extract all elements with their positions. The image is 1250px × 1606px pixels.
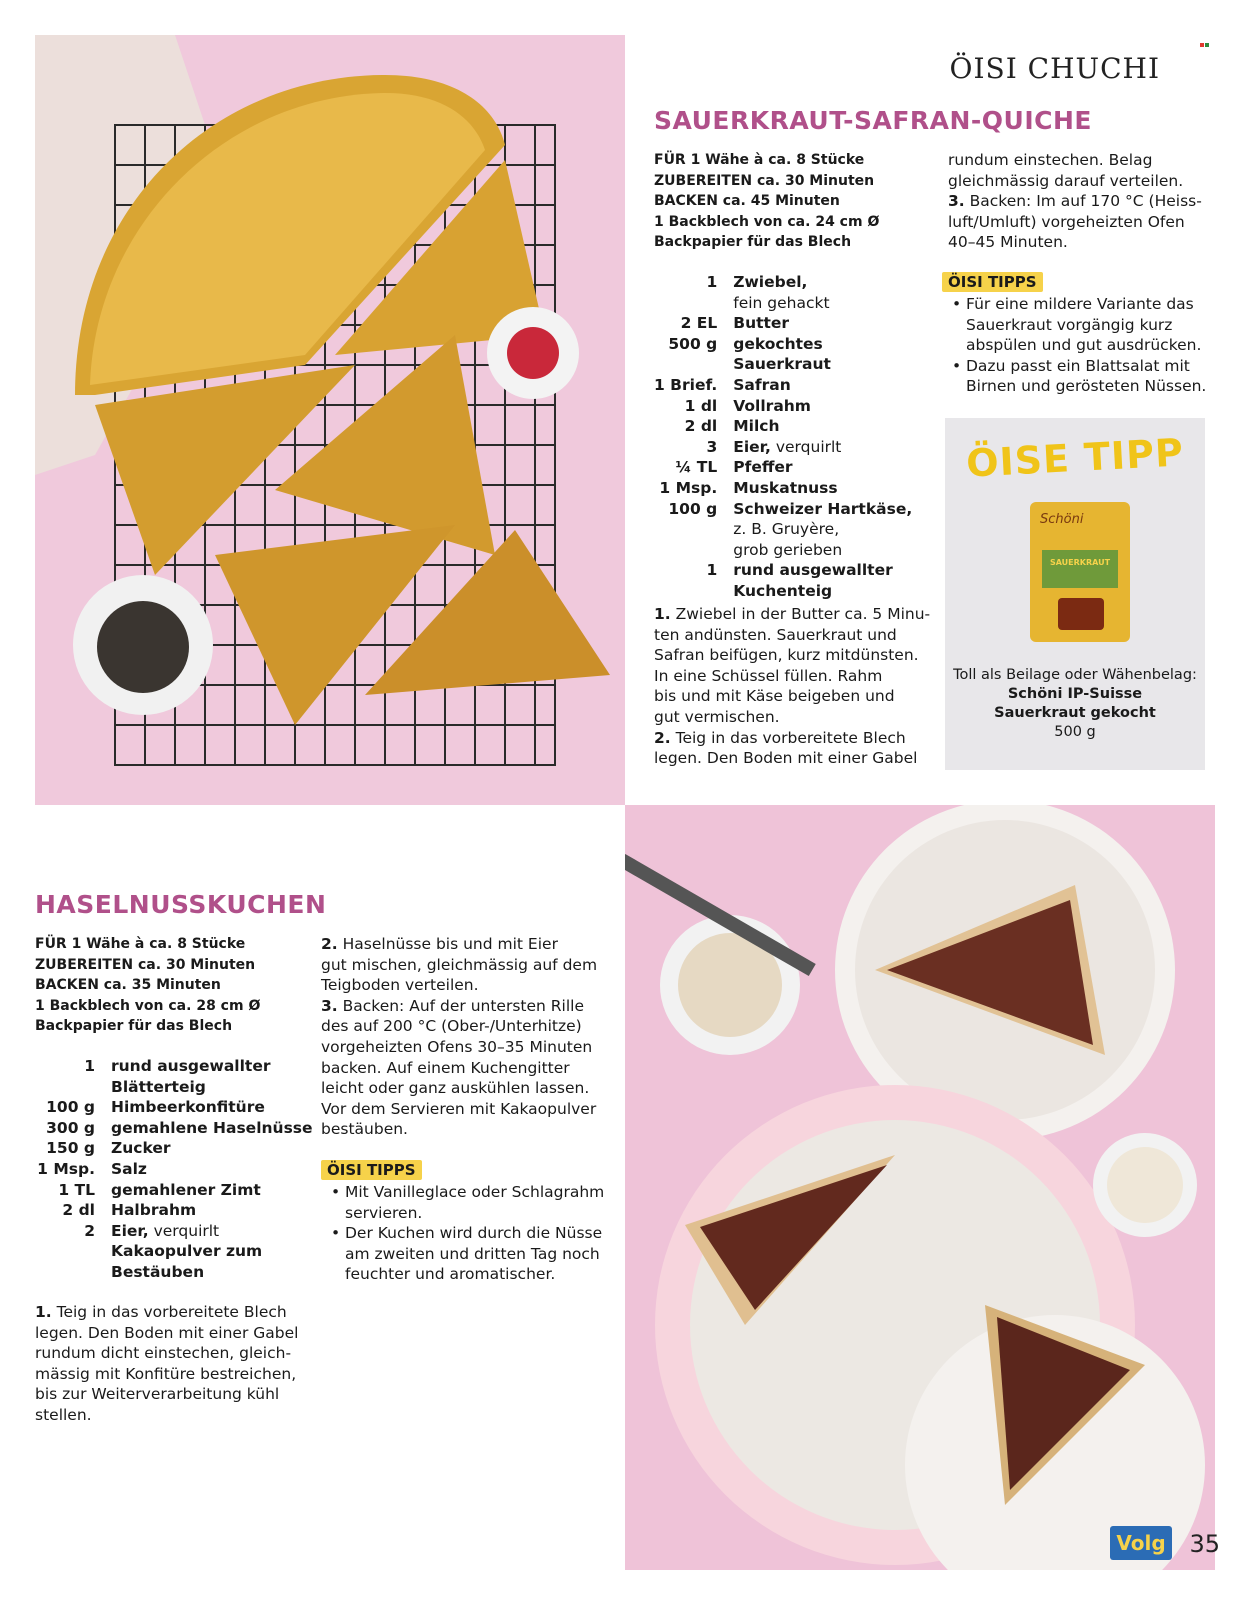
ingredient-row <box>35 1097 313 1118</box>
quiche-photo <box>35 35 625 805</box>
ingredient-name: Salz <box>111 1159 147 1178</box>
step-line: legen. Den Boden mit einer Gabel <box>35 1323 299 1342</box>
cake-tips <box>321 1160 611 1285</box>
step-line: rundum dicht einstechen, gleich- <box>35 1344 292 1363</box>
ingredient-qty: 1 Brief. <box>654 375 718 394</box>
ingredient-name: Blätterteig <box>111 1077 206 1096</box>
ingredient-qty: ¼ TL <box>675 458 718 477</box>
ingredient-name: rund ausgewallter <box>733 561 893 580</box>
step-line: legen. Den Boden mit einer Gabel <box>654 749 918 768</box>
tip-item: • Mit Vanilleglace oder Schlagrahm servieren. <box>345 1182 611 1223</box>
ingredient-row <box>654 499 924 520</box>
ingredient-row <box>654 581 924 602</box>
step-line: luft/Umluft) vorgeheizten Ofen <box>948 212 1185 231</box>
ingredient-qty <box>35 1241 111 1262</box>
step-line: stellen. <box>35 1405 92 1424</box>
package-label <box>1042 550 1118 588</box>
step-line: In eine Schüssel füllen. Rahm <box>654 666 883 685</box>
cake-meta-prep: ZUBEREITEN ca. 30 Minuten <box>35 956 256 973</box>
cake-meta <box>35 934 260 1037</box>
ingredient-qty: 1 Msp. <box>37 1159 95 1178</box>
ingredient-name: gekochtes Sauerkraut <box>733 334 831 374</box>
product-tip-text: Toll als Beilage oder Wähenbelag: Schöni IP-Suisse Sauerkraut gekocht 500 g <box>953 667 1197 740</box>
ingredient-row <box>654 540 924 561</box>
brand-corner-icon <box>1200 32 1210 40</box>
ingredient-row <box>35 1077 313 1098</box>
ingredient-row <box>654 560 924 581</box>
package-label-text: SAUERKRAUT <box>1049 558 1111 567</box>
step-line: Teigboden verteilen. <box>321 976 479 995</box>
quiche-meta-paper: Backpapier für das Blech <box>654 234 852 251</box>
step-line: Vor dem Servieren mit Kakaopulver <box>321 1099 597 1118</box>
step-line: bis zur Weiterverarbeitung kühl <box>35 1385 280 1404</box>
ingredient-name: fein gehackt <box>733 293 830 312</box>
ingredient-name: Vollrahm <box>733 396 811 415</box>
product-tip-headline: ÖISE TIPP <box>965 430 1185 486</box>
ingredient-row <box>35 1241 313 1262</box>
ingredient-row <box>654 313 924 334</box>
ingredient-name: Muskatnuss <box>733 478 838 497</box>
cake-step-1 <box>35 1302 315 1426</box>
ingredient-qty: 1 Msp. <box>659 478 718 497</box>
ingredient-name: Halbrahm <box>111 1201 197 1220</box>
step-line: ten andünsten. Sauerkraut und <box>654 625 897 644</box>
ingredient-row <box>654 457 924 478</box>
ingredient-row <box>35 1118 313 1139</box>
quiche-meta-servings: FÜR 1 Wähe à ca. 8 Stücke <box>654 152 865 168</box>
ingredient-row <box>654 437 924 458</box>
ingredient-row <box>35 1200 313 1221</box>
step-line: rundum einstechen. Belag <box>948 151 1153 169</box>
ingredient-qty: 1 <box>706 273 718 291</box>
brand-logo: Volg <box>1110 1526 1172 1560</box>
ingredient-row <box>35 1138 313 1159</box>
step-line: 1. Zwiebel in der Butter ca. 5 Minu- <box>654 605 931 623</box>
package-brand: Schöni <box>1040 512 1084 527</box>
step-line: 2. Teig in das vorbereitete Blech <box>654 728 906 747</box>
ingredient-row <box>654 519 924 540</box>
step-line: des auf 200 °C (Ober-/Unterhitze) <box>321 1017 582 1036</box>
quiche-meta-prep: ZUBEREITEN ca. 30 Minuten <box>654 172 875 189</box>
tip-item: • Der Kuchen wird durch die Nüsse am zweiten und dritten Tag noch feuchter und aromatischer. <box>345 1223 611 1285</box>
ingredient-row <box>654 293 924 314</box>
ingredient-row <box>35 1262 313 1283</box>
ingredient-qty: 300 g <box>46 1118 95 1137</box>
step-line: backen. Auf einem Kuchengitter <box>321 1058 570 1077</box>
ingredient-qty <box>35 1262 111 1283</box>
product-tip-box <box>945 418 1205 770</box>
ingredient-qty: 2 dl <box>62 1201 95 1220</box>
ingredient-qty: 2 <box>84 1221 95 1240</box>
ingredient-row <box>35 1180 313 1201</box>
cake-meta-paper: Backpapier für das Blech <box>35 1018 233 1035</box>
step-line: gut mischen, gleichmässig auf dem <box>321 955 598 974</box>
ingredient-row <box>35 1159 313 1180</box>
tips-label: ÖISI TIPPS <box>942 272 1043 292</box>
ingredient-name: grob gerieben <box>733 540 843 559</box>
ingredient-row <box>654 272 924 293</box>
cake-meta-bake: BACKEN ca. 35 Minuten <box>35 977 221 994</box>
ingredient-name: Schweizer Hartkäse, <box>733 499 913 518</box>
product-package-image <box>1030 502 1130 642</box>
step-line: 2. Haselnüsse bis und mit Eier <box>321 935 558 953</box>
ingredient-name: rund ausgewallter <box>111 1057 271 1075</box>
step-line: bis und mit Käse beigeben und <box>654 687 895 706</box>
quiche-meta <box>654 150 879 253</box>
ingredient-qty <box>654 540 733 561</box>
ingredient-qty <box>654 519 733 540</box>
ingredient-row <box>35 1056 313 1077</box>
cake-steps-col2 <box>321 934 611 1140</box>
ingredient-name: gemahlene Haselnüsse <box>111 1118 313 1137</box>
ingredient-name: Milch <box>733 417 780 436</box>
ingredient-qty: 100 g <box>668 499 718 518</box>
step-line: bestäuben. <box>321 1120 408 1139</box>
ingredient-qty: 150 g <box>46 1139 95 1158</box>
quiche-steps-col2 <box>948 150 1218 253</box>
step-line: mässig mit Konfitüre bestreichen, <box>35 1364 297 1383</box>
ingredient-row <box>35 1221 313 1242</box>
tip-item: • Für eine mildere Variante das Sauerkraut vorgängig kurz abspülen und gut ausdrücken. <box>966 294 1212 356</box>
step-line: leicht oder ganz auskühlen lassen. <box>321 1079 590 1098</box>
ingredient-qty <box>35 1077 111 1098</box>
ingredient-qty: 1 <box>84 1057 95 1075</box>
cake-meta-servings: FÜR 1 Wähe à ca. 8 Stücke <box>35 936 246 952</box>
page-number: 35 <box>1189 1530 1220 1558</box>
cake-recipe-title: HASELNUSSKUCHEN <box>35 890 327 919</box>
ingredient-name: Himbeerkonfitüre <box>111 1098 265 1117</box>
ingredient-qty <box>654 293 733 314</box>
quiche-meta-bake: BACKEN ca. 45 Minuten <box>654 193 840 210</box>
ingredient-name: Pfeffer <box>733 458 793 477</box>
ingredient-name: Safran <box>733 375 791 394</box>
step-line: 3. Backen: Im auf 170 °C (Heiss- <box>948 192 1202 211</box>
ingredient-qty: 1 <box>706 561 718 580</box>
quiche-recipe-title: SAUERKRAUT-SAFRAN-QUICHE <box>654 106 1093 135</box>
ingredient-name: Eier, verquirlt <box>111 1221 220 1240</box>
step-line: 1. Teig in das vorbereitete Blech <box>35 1303 287 1321</box>
step-line: gut vermischen. <box>654 707 780 726</box>
ingredient-row <box>654 375 924 396</box>
ingredient-qty: 2 EL <box>680 314 718 333</box>
ingredient-name: Kakaopulver zum <box>111 1242 263 1261</box>
quiche-meta-tray: 1 Backblech von ca. 24 cm Ø <box>654 213 880 230</box>
ingredient-qty: 500 g <box>668 334 718 353</box>
ingredient-qty: 3 <box>706 437 718 456</box>
ingredient-name: Butter <box>733 314 790 333</box>
ingredient-name: Zwiebel, <box>733 273 808 291</box>
quiche-tips <box>942 272 1212 397</box>
step-line: Safran beifügen, kurz mitdünsten. <box>654 646 919 665</box>
ingredient-name: Kuchenteig <box>733 581 833 600</box>
ingredient-row <box>654 416 924 437</box>
ingredient-row <box>654 396 924 417</box>
cake-photo <box>625 805 1215 1570</box>
tips-label: ÖISI TIPPS <box>321 1160 422 1180</box>
ingredient-qty: 1 dl <box>684 396 718 415</box>
ingredient-name: z. B. Gruyère, <box>733 520 840 539</box>
ingredient-qty <box>654 581 733 602</box>
cake-ingredient-list <box>35 1056 325 1283</box>
ingredient-qty: 100 g <box>46 1098 95 1117</box>
ingredient-name: Bestäuben <box>111 1262 205 1281</box>
section-title: ÖISI CHUCHI <box>949 52 1160 85</box>
ingredient-name: Zucker <box>111 1139 171 1158</box>
ingredient-name: gemahlener Zimt <box>111 1180 261 1199</box>
ingredient-qty: 2 dl <box>684 417 718 436</box>
cake-meta-tray: 1 Backblech von ca. 28 cm Ø <box>35 997 261 1014</box>
quiche-steps-col1 <box>654 604 934 769</box>
tip-item: • Dazu passt ein Blattsalat mit Birnen und gerösteten Nüssen. <box>966 356 1212 397</box>
step-line: 3. Backen: Auf der untersten Rille <box>321 996 584 1015</box>
ingredient-qty: 1 TL <box>58 1180 95 1199</box>
package-window <box>1058 598 1104 630</box>
step-line: 40–45 Minuten. <box>948 233 1068 252</box>
step-line: vorgeheizten Ofens 30–35 Minuten <box>321 1037 593 1056</box>
step-line: gleichmässig darauf verteilen. <box>948 171 1184 190</box>
ingredient-row <box>654 334 924 375</box>
ingredient-row <box>654 478 924 499</box>
ingredient-name: Eier, verquirlt <box>733 437 842 456</box>
quiche-ingredient-list <box>654 272 924 602</box>
